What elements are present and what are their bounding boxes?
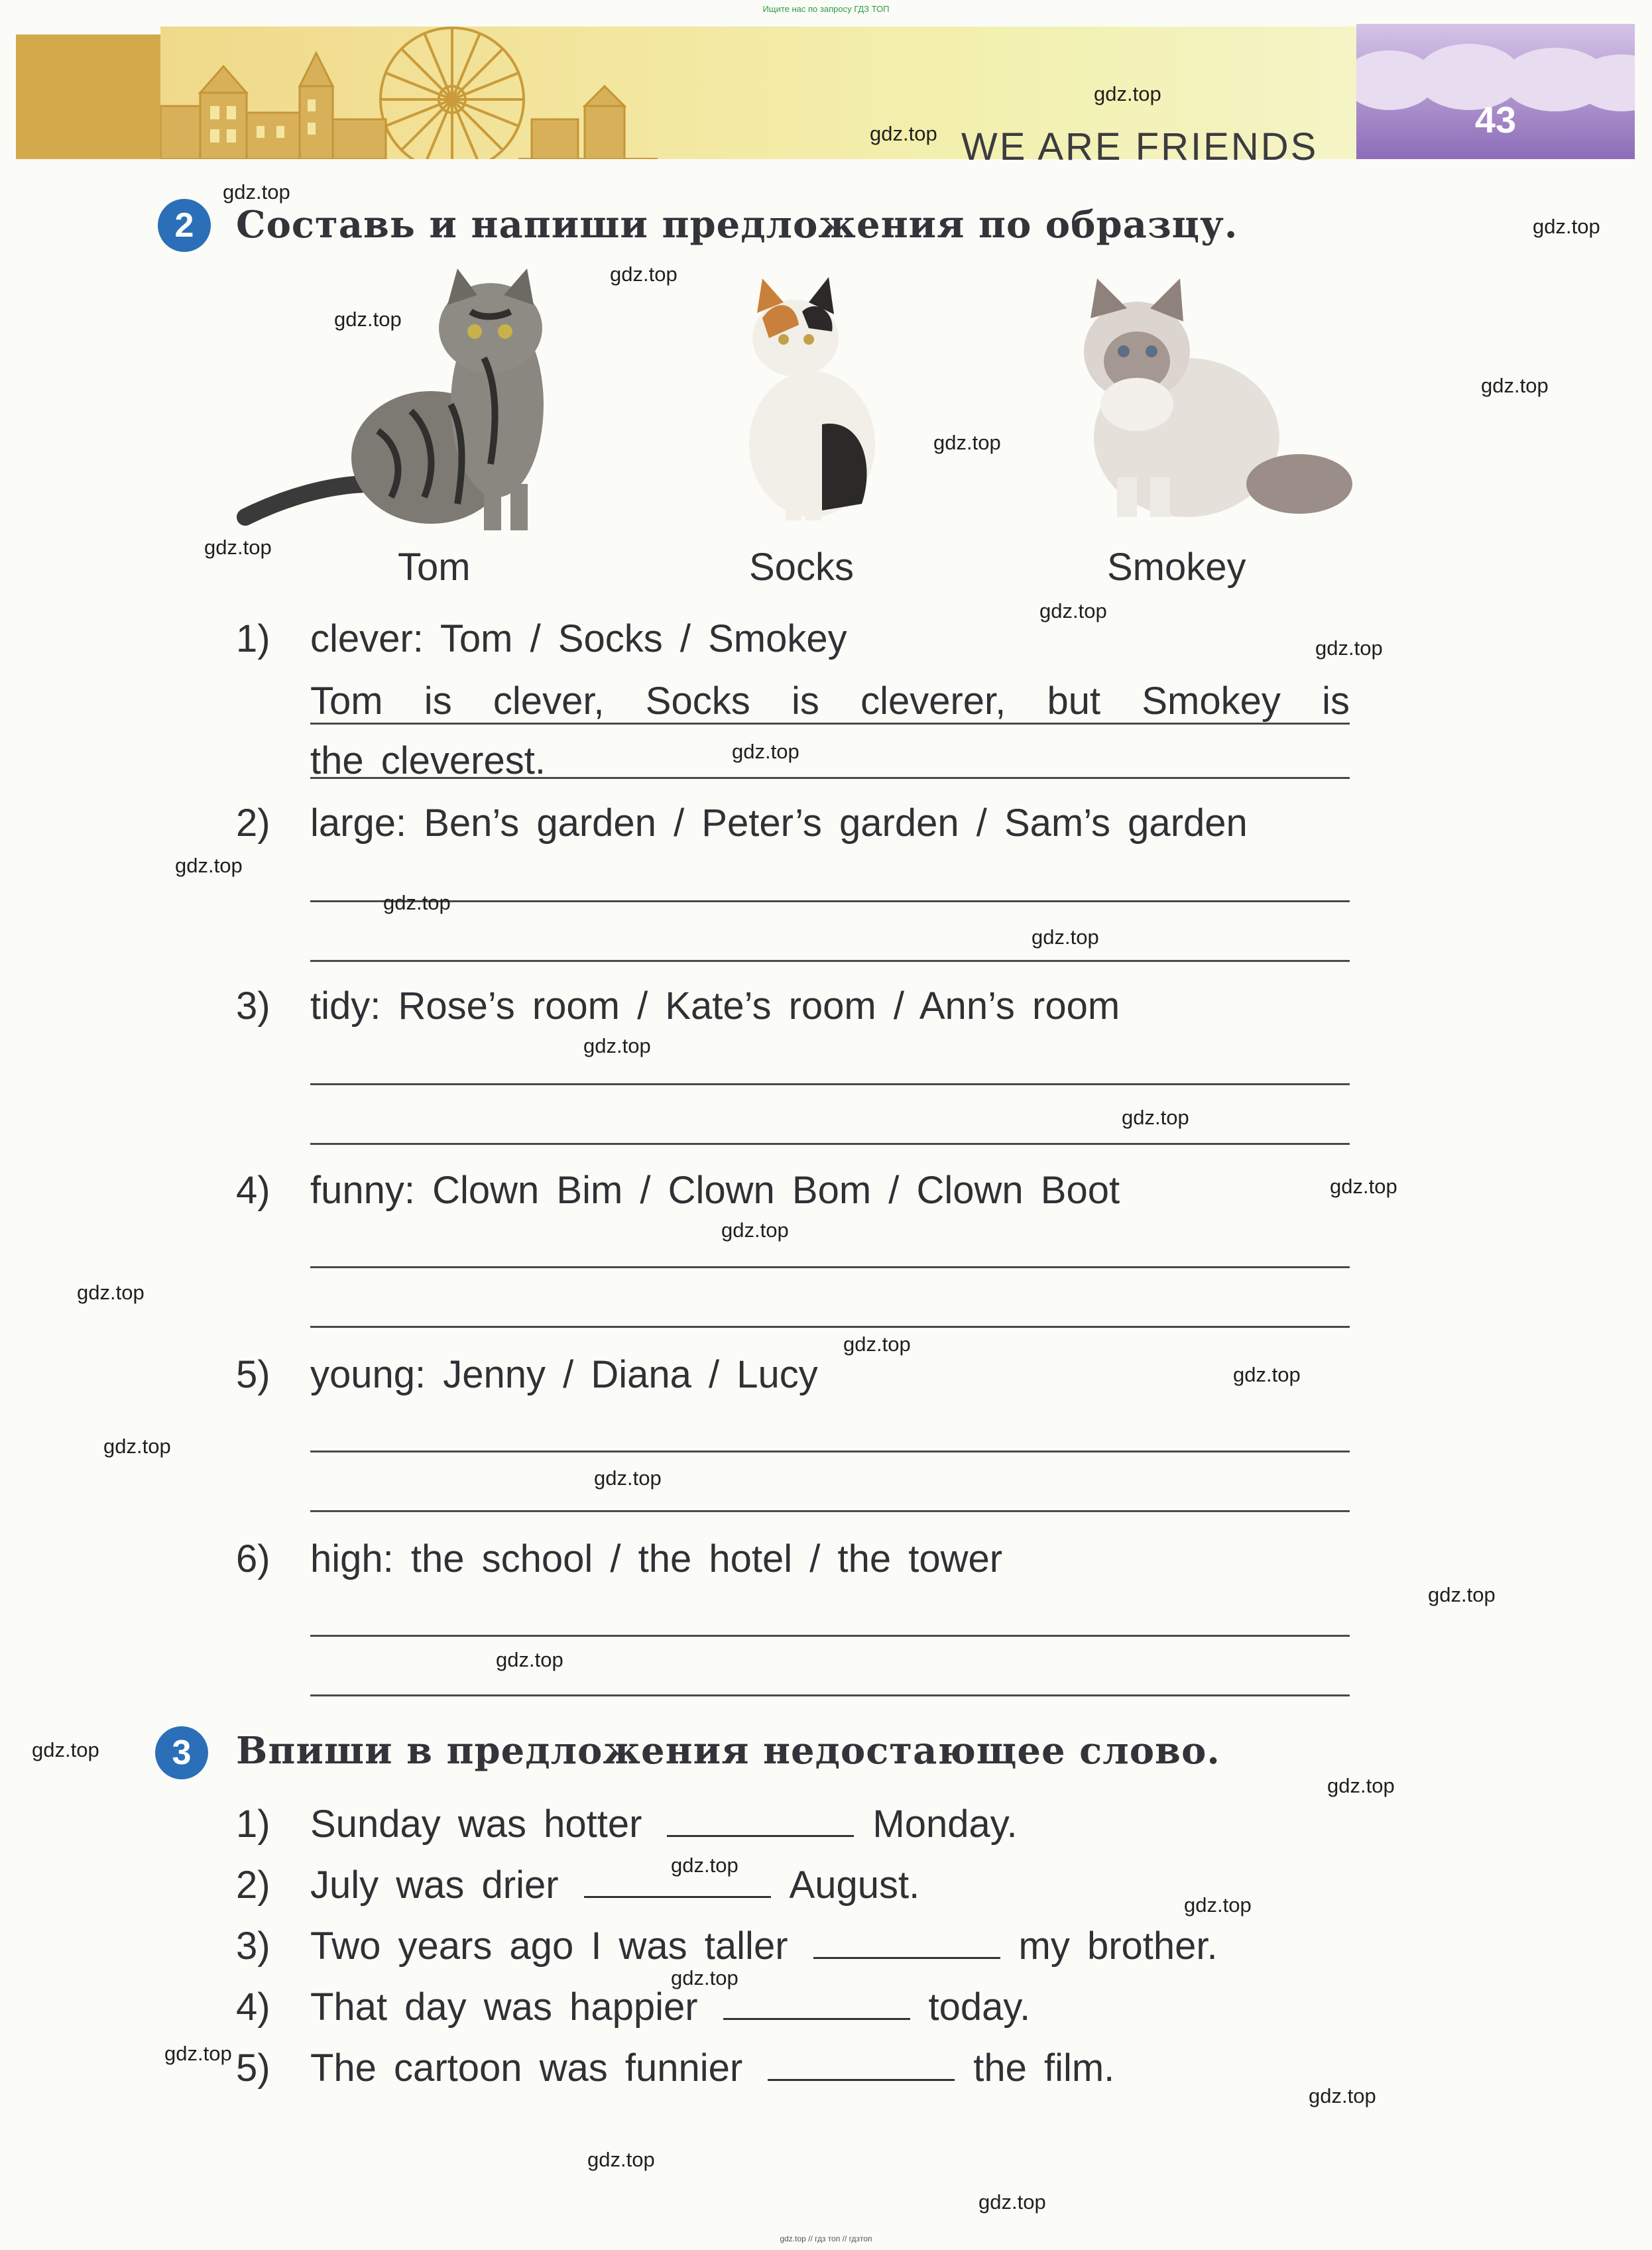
page-number-tab — [1356, 24, 1635, 159]
task2-item-prompt: clever: Tom / Socks / Smokey — [310, 617, 847, 660]
task2-example-answer-line2: the cleverest. — [310, 739, 546, 782]
calico-cat-image — [723, 265, 895, 524]
fill-in-blank[interactable] — [584, 1896, 771, 1898]
fill-in-blank[interactable] — [723, 2018, 910, 2020]
watermark: gdz.top — [334, 308, 402, 331]
answer-line[interactable] — [310, 1083, 1350, 1085]
watermark: gdz.top — [1330, 1175, 1397, 1198]
watermark: gdz.top — [1184, 1893, 1252, 1917]
task3-item-number: 1) — [236, 1803, 270, 1846]
task2-item-prompt: tidy: Rose’s room / Kate’s room / Ann’s room — [310, 984, 1120, 1028]
task3-item-number: 5) — [236, 2046, 270, 2090]
tabby-cat-image — [232, 265, 550, 537]
watermark: gdz.top — [223, 180, 290, 204]
answer-line[interactable] — [310, 1143, 1350, 1145]
watermark: gdz.top — [204, 536, 272, 559]
watermark: gdz.top — [1327, 1774, 1395, 1797]
task3-instruction: Впиши в предложения недостающее слово. — [236, 1729, 1220, 1773]
watermark: gdz.top — [671, 1966, 738, 1989]
answer-line[interactable] — [310, 1326, 1350, 1328]
watermark: gdz.top — [175, 854, 243, 877]
page-number: 43 — [1474, 99, 1517, 141]
watermark: gdz.top — [843, 1332, 911, 1356]
task2-item-prompt: large: Ben’s garden / Peter’s garden / Sam’s garden — [310, 801, 1248, 845]
cat-name-tom: Tom — [398, 546, 471, 589]
bottom-note: gdz.top // гдз топ // гдзтоп — [780, 2234, 872, 2243]
answer-line[interactable] — [310, 777, 1350, 779]
watermark: gdz.top — [496, 1648, 563, 1671]
watermark: gdz.top — [1315, 636, 1383, 660]
watermark: gdz.top — [1122, 1106, 1189, 1129]
task3-item-number: 2) — [236, 1864, 270, 1907]
task2-item-number: 1) — [236, 617, 270, 660]
answer-line[interactable] — [310, 1451, 1350, 1452]
task2-example-answer-line1: Tom is clever, Socks is cleverer, but Smokey is — [310, 680, 1350, 723]
watermark: gdz.top — [164, 2042, 232, 2065]
watermark: gdz.top — [1039, 599, 1107, 622]
task2-item-number: 6) — [236, 1537, 270, 1580]
task3-item-number: 3) — [236, 1924, 270, 1968]
answer-line[interactable] — [310, 1266, 1350, 1268]
fill-in-blank[interactable] — [768, 2079, 955, 2081]
answer-line[interactable] — [310, 900, 1350, 902]
watermark: gdz.top — [1533, 215, 1600, 238]
watermark: gdz.top — [77, 1281, 145, 1304]
task3-number-badge: 3 — [155, 1726, 208, 1779]
task3-sentence: That day was happier today. — [310, 1985, 1031, 2029]
watermark: gdz.top — [870, 122, 937, 145]
task2-number-badge: 2 — [158, 199, 211, 252]
task2-item-prompt: high: the school / the hotel / the tower — [310, 1537, 1003, 1580]
fill-in-blank[interactable] — [813, 1957, 1000, 1959]
watermark: gdz.top — [671, 1854, 738, 1877]
watermark: gdz.top — [1233, 1363, 1301, 1386]
task2-item-number: 5) — [236, 1353, 270, 1396]
watermark: gdz.top — [583, 1034, 651, 1057]
answer-line[interactable] — [310, 1635, 1350, 1637]
watermark: gdz.top — [610, 263, 678, 286]
task3-sentence: Two years ago I was taller my brother. — [310, 1924, 1218, 1968]
task2-item-number: 3) — [236, 984, 270, 1028]
fill-in-blank[interactable] — [667, 1835, 854, 1837]
unit-title: WE ARE FRIENDS — [961, 125, 1319, 168]
task2-item-number: 2) — [236, 801, 270, 845]
answer-line[interactable] — [310, 1694, 1350, 1696]
watermark: gdz.top — [1428, 1583, 1496, 1606]
task2-item-prompt: funny: Clown Bim / Clown Bom / Clown Boot — [310, 1169, 1120, 1212]
task3-item-number: 4) — [236, 1985, 270, 2029]
answer-line[interactable] — [310, 723, 1350, 725]
answer-line[interactable] — [310, 1510, 1350, 1512]
watermark: gdz.top — [383, 891, 451, 914]
fluffy-cat-image — [1061, 278, 1352, 530]
task3-sentence: July was drier August. — [310, 1864, 920, 1907]
watermark: gdz.top — [933, 431, 1001, 454]
watermark: gdz.top — [732, 740, 799, 763]
watermark: gdz.top — [594, 1466, 662, 1490]
watermark: gdz.top — [978, 2190, 1046, 2214]
task3-sentence: Sunday was hotter Monday. — [310, 1803, 1018, 1846]
cat-name-socks: Socks — [749, 546, 854, 589]
task2-item-number: 4) — [236, 1169, 270, 1212]
cat-name-smokey: Smokey — [1107, 546, 1246, 589]
watermark: gdz.top — [103, 1435, 171, 1458]
header-left-block — [16, 34, 160, 159]
watermark: gdz.top — [587, 2148, 655, 2171]
task2-item-prompt: young: Jenny / Diana / Lucy — [310, 1353, 818, 1396]
task2-instruction: Составь и напиши предложения по образцу. — [236, 203, 1238, 247]
task3-sentence: The cartoon was funnier the film. — [310, 2046, 1115, 2090]
watermark: gdz.top — [1032, 925, 1099, 949]
watermark: gdz.top — [1094, 82, 1161, 105]
top-note: Ищите нас по запросу ГДЗ ТОП — [762, 4, 890, 14]
watermark: gdz.top — [1481, 374, 1549, 397]
watermark: gdz.top — [32, 1738, 99, 1761]
watermark: gdz.top — [721, 1218, 789, 1242]
watermark: gdz.top — [1309, 2084, 1376, 2107]
answer-line[interactable] — [310, 960, 1350, 962]
